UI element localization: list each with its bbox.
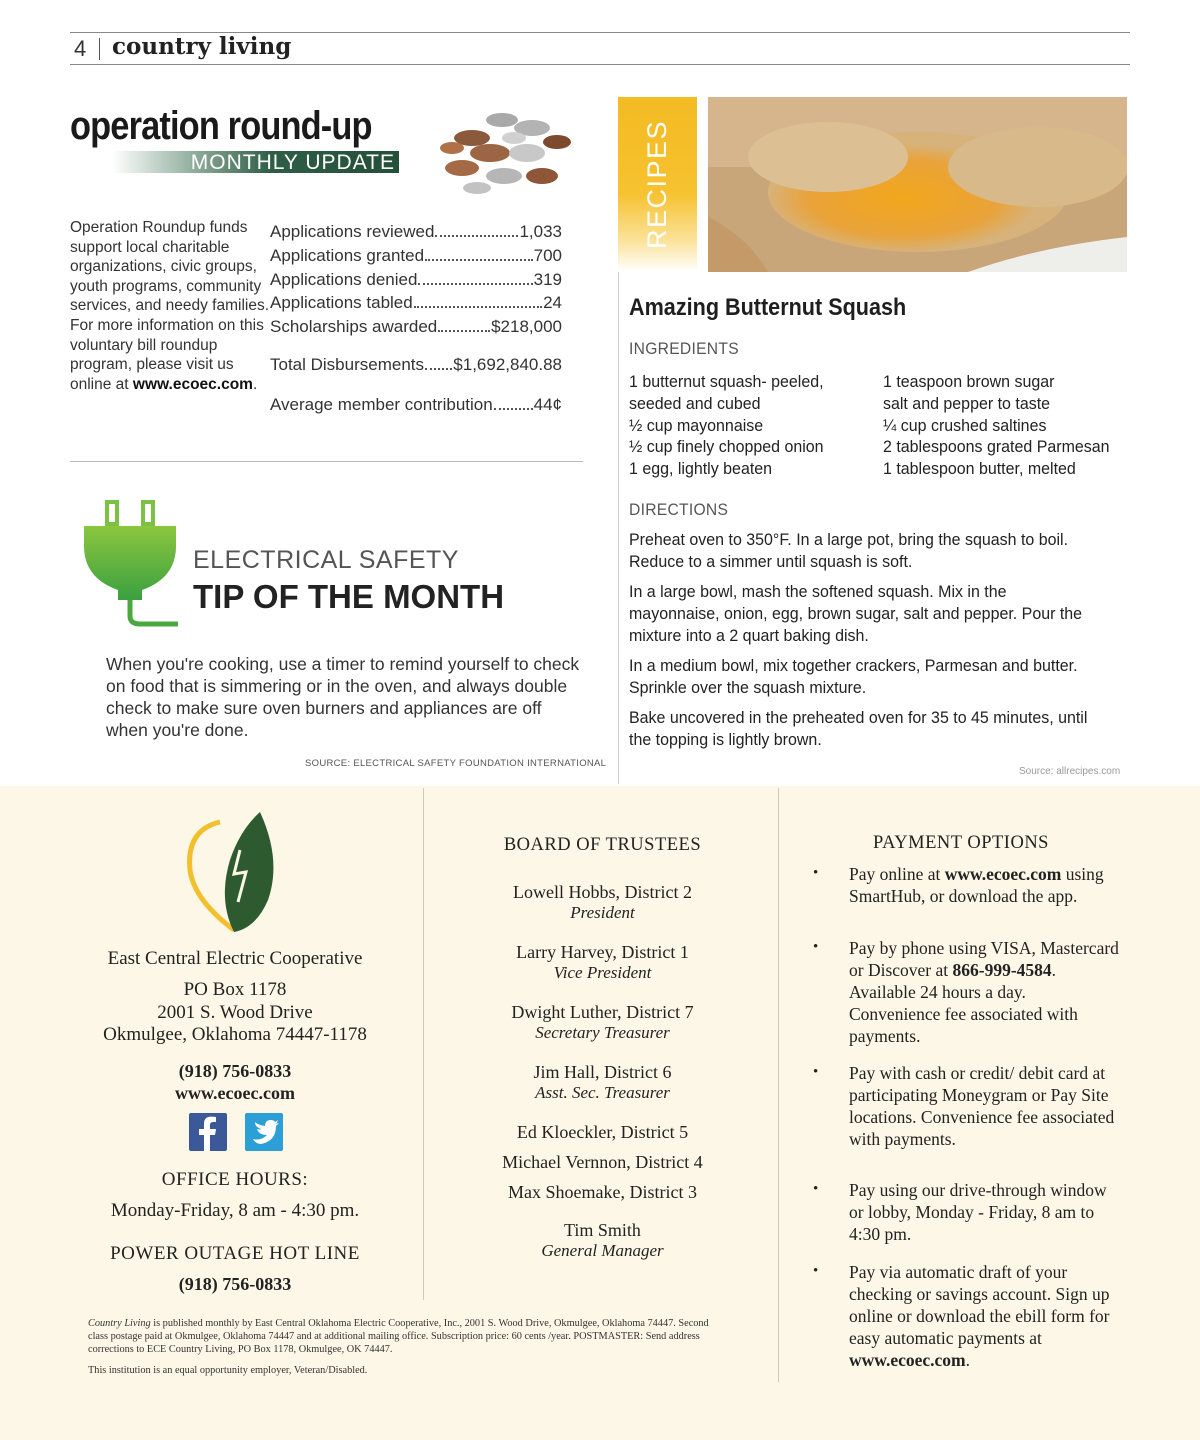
header-separator: [99, 38, 100, 60]
recipe-source: Source: allrecipes.com: [1019, 766, 1121, 777]
stat-row: [270, 222, 562, 242]
ingredient-item: 1 tablespoon butter, melted: [883, 459, 1076, 479]
coop-logo-icon: [182, 810, 282, 940]
recipe-photo: [708, 97, 1127, 272]
roundup-description-text: Operation Roundup funds support local charitable organizations, civic groups, youth programs, community services, and needy families. For more information on this voluntary bill roundup program, please visit us online at: [70, 219, 270, 393]
stat-value: 1,033: [519, 222, 562, 241]
payment-option: [849, 863, 1119, 907]
payment-text: Pay via automatic draft of your checking or savings account. Sign up online or download the ebill form for easy automatic payments at: [849, 1262, 1110, 1348]
stat-row: [270, 293, 562, 313]
ingredients-right: [883, 371, 1110, 480]
stat-value: 44¢: [533, 395, 562, 414]
direction-step: Bake uncovered in the preheated oven for 35 to 45 minutes, until the topping is lightly brown.: [629, 708, 1088, 749]
plug-icon: [80, 498, 180, 630]
recipes-tab-label-wrap: [618, 97, 697, 272]
stat-value: $218,000: [491, 317, 562, 336]
ingredient-item: ¼ cup crushed saltines: [883, 415, 1047, 435]
ingredient-item: 1 teaspoon brown sugar: [883, 372, 1055, 391]
stat-value: $1,692,840.88: [453, 355, 562, 374]
trustee-name: Dwight Luther, District 7: [511, 1002, 694, 1022]
payment-website-link[interactable]: www.ecoec.com: [849, 1350, 966, 1370]
bullet: •: [813, 939, 819, 955]
stat-label: Total Disbursements: [270, 355, 425, 374]
trustee-name: Lowell Hobbs, District 2: [513, 882, 692, 902]
roundup-website-link[interactable]: www.ecoec.com: [132, 375, 253, 393]
ingredient-item: seeded and cubed: [629, 393, 761, 413]
safety-title-line2: TIP OF THE MONTH: [193, 578, 505, 615]
stat-label: Applications granted: [270, 246, 425, 265]
stat-row: [270, 270, 562, 290]
payment-text: Pay by phone using VISA, Mastercard or Discover at: [849, 938, 1119, 980]
page-number: 4: [74, 36, 87, 61]
trustee-name: Jim Hall, District 6: [533, 1062, 672, 1082]
stat-value: 24: [543, 293, 562, 312]
bullet: •: [813, 865, 819, 881]
roundup-subtitle: MONTHLY UPDATE: [190, 151, 395, 174]
stat-row: [270, 246, 562, 266]
publication-title: country living: [112, 33, 292, 60]
eeo-statement: This institution is an equal opportunity employer, Veteran/Disabled.: [88, 1365, 368, 1376]
outage-heading: POWER OUTAGE HOT LINE: [110, 1243, 360, 1264]
office-hours: Monday-Friday, 8 am - 4:30 pm.: [110, 1200, 360, 1221]
payment-option: Pay with cash or credit/ debit card at participating Moneygram or Pay Site locations. Convenience fee associated with payments.: [849, 1063, 1115, 1149]
board-heading: BOARD OF TRUSTEES: [503, 835, 702, 855]
payment-website-link[interactable]: www.ecoec.com: [944, 864, 1062, 884]
coop-name: East Central Electric Cooperative: [107, 948, 363, 969]
trustee: [440, 1062, 765, 1103]
stat-label: Scholarships awarded: [270, 317, 438, 336]
stat-row: [270, 395, 562, 415]
bullet: •: [813, 1064, 819, 1080]
publication-notice-text: is published monthly by East Central Oklahoma Electric Cooperative, Inc., 2001 S. Wood Drive, Okmulgee, Oklahoma 74447. Second class postage paid at Okmulgee, Oklahoma 74447 and at additional mailing office. Subscription price: 60 cents /year. POSTMASTER: Send address corrections to ECE Country Living, PO Box 1178, Okmulgee, OK 74447.: [88, 1318, 709, 1355]
trustee-role: Vice President: [553, 963, 652, 982]
payment-option: [849, 937, 1119, 1047]
roundup-description: [70, 218, 270, 394]
ingredients-heading: INGREDIENTS: [629, 339, 739, 358]
payment-text: . Available 24 hours a day. Convenience fee associated with payments.: [849, 960, 1078, 1046]
footer-divider: [423, 788, 424, 1300]
recipe-title: Amazing Butternut Squash: [629, 294, 907, 321]
payment-phone: 866-999-4584: [952, 960, 1052, 980]
office-hours-heading: OFFICE HOURS:: [161, 1169, 309, 1190]
trustee-name: Tim Smith: [564, 1220, 641, 1240]
payment-option: [849, 1261, 1119, 1371]
header-rule-bottom: [70, 64, 1130, 65]
stat-label: Average member contribution: [270, 395, 493, 414]
direction-step: Preheat oven to 350°F. In a large pot, bring the squash to boil. Reduce to a simmer until squash is soft.: [629, 530, 1069, 571]
recipes-tab-label: RECIPES: [642, 119, 673, 250]
ingredient-item: ½ cup mayonnaise: [629, 415, 764, 435]
stat-row: [270, 355, 562, 375]
trustee: [440, 942, 765, 983]
ingredient-item: salt and pepper to taste: [883, 393, 1051, 413]
payment-text: Pay online at: [849, 864, 945, 884]
stat-label: Applications tabled: [270, 293, 413, 312]
trustee: [440, 1002, 765, 1043]
trustee-role: President: [570, 903, 635, 922]
direction-step: In a large bowl, mash the softened squash. Mix in the mayonnaise, onion, egg, brown sugar, salt and pepper. Pour the mixture into a 2 quart baking dish.: [629, 582, 1083, 645]
publication-notice: [88, 1317, 728, 1356]
ingredient-item: 2 tablespoons grated Parmesan: [883, 437, 1110, 457]
stat-row: [270, 317, 562, 337]
payment-text: .: [965, 1350, 970, 1370]
footer-divider: [778, 788, 779, 1382]
address-line: PO Box 1178: [183, 979, 287, 1000]
ingredient-item: ½ cup finely chopped onion: [629, 437, 824, 457]
coop-phone: (918) 756-0833: [178, 1061, 292, 1081]
section-divider: [70, 461, 583, 462]
trustee-name: Ed Kloeckler, District 5: [516, 1122, 689, 1142]
coins-image: [432, 98, 578, 198]
bullet: •: [813, 1263, 819, 1279]
safety-title-line1: ELECTRICAL SAFETY: [193, 546, 459, 574]
roundup-title: operation round-up: [70, 104, 372, 148]
directions-heading: DIRECTIONS: [629, 500, 729, 519]
stat-label: Applications denied: [270, 270, 418, 289]
direction-step: In a medium bowl, mix together crackers, Parmesan and butter. Sprinkle over the squash mixture.: [629, 656, 1078, 697]
trustee: [440, 882, 765, 923]
general-manager: [440, 1220, 765, 1261]
stat-value: 319: [533, 270, 562, 289]
coop-website-link[interactable]: www.ecoec.com: [175, 1083, 295, 1103]
trustee-role: Secretary Treasurer: [535, 1023, 670, 1042]
publication-name: Country Living: [88, 1318, 151, 1329]
roundup-description-end: .: [252, 375, 258, 393]
trustee-name: Max Shoemake, District 3: [508, 1182, 697, 1202]
trustee-name: Larry Harvey, District 1: [516, 942, 689, 962]
column-divider: [618, 266, 619, 784]
outage-phone: (918) 756-0833: [178, 1274, 292, 1294]
stat-label: Applications reviewed: [270, 222, 435, 241]
safety-tip-text: When you're cooking, use a timer to remind yourself to check on food that is simmering or in the oven, and always double check to make sure oven burners and appliances are off when you're done.: [106, 654, 580, 740]
trustee-name: Michael Vernnon, District 4: [502, 1152, 703, 1172]
payment-heading: PAYMENT OPTIONS: [873, 833, 1049, 853]
ingredients-left: [629, 371, 824, 480]
trustee-role: Asst. Sec. Treasurer: [535, 1083, 670, 1102]
address-line: Okmulgee, Oklahoma 74447-1178: [103, 1024, 367, 1045]
stat-value: 700: [533, 246, 562, 265]
ingredient-item: 1 butternut squash- peeled,: [629, 372, 824, 391]
facebook-icon[interactable]: [189, 1113, 227, 1151]
twitter-icon[interactable]: [245, 1113, 283, 1151]
payment-text: using SmartHub, or download the app.: [849, 864, 1104, 906]
coop-address: [70, 979, 400, 1047]
ingredient-item: 1 egg, lightly beaten: [629, 459, 773, 479]
safety-source: SOURCE: ELECTRICAL SAFETY FOUNDATION INTERNATIONAL: [305, 758, 607, 769]
bullet: •: [813, 1181, 819, 1197]
payment-option: Pay using our drive-through window or lobby, Monday - Friday, 8 am to 4:30 pm.: [849, 1180, 1107, 1244]
trustee-role: General Manager: [541, 1241, 664, 1260]
address-line: 2001 S. Wood Drive: [157, 1001, 313, 1023]
